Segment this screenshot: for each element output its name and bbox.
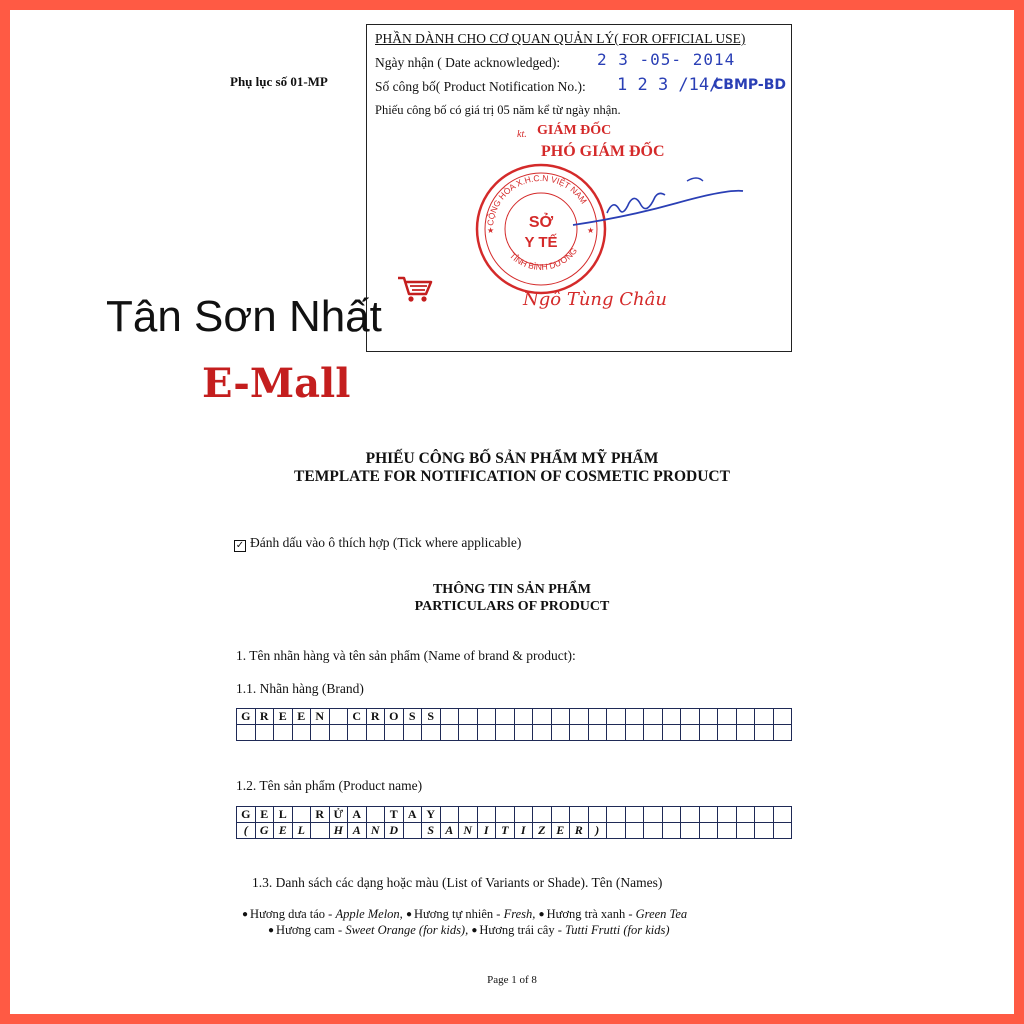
variant-vi: Hương trái cây - xyxy=(479,923,565,937)
grid-cell xyxy=(514,725,533,741)
grid-cell xyxy=(403,823,422,839)
grid-cell xyxy=(681,709,700,725)
grid-cell xyxy=(255,725,274,741)
variant-vi: Hương cam - xyxy=(276,923,346,937)
grid-cell xyxy=(366,725,385,741)
checkbox-icon: ✓ xyxy=(235,540,245,551)
grid-cell xyxy=(736,725,755,741)
grid-cell xyxy=(440,725,459,741)
grid-cell xyxy=(570,807,589,823)
grid-cell xyxy=(773,807,792,823)
grid-cell xyxy=(533,709,552,725)
grid-cell xyxy=(718,807,737,823)
grid-cell xyxy=(699,823,718,839)
grid-cell: G xyxy=(237,807,256,823)
kt-abbrev: kt. xyxy=(517,129,527,140)
grid-cell xyxy=(662,709,681,725)
grid-row xyxy=(237,709,792,725)
grid-cell: R xyxy=(311,807,330,823)
grid-cell: S xyxy=(403,709,422,725)
grid-cell xyxy=(607,709,626,725)
grid-cell: T xyxy=(496,823,515,839)
grid-cell xyxy=(644,823,663,839)
grid-cell xyxy=(570,709,589,725)
grid-cell: S xyxy=(422,823,441,839)
grid-cell xyxy=(274,725,293,741)
grid-cell: G xyxy=(255,823,274,839)
grid-cell: H xyxy=(329,823,348,839)
grid-cell xyxy=(459,709,478,725)
grid-cell xyxy=(496,725,515,741)
grid-cell xyxy=(496,807,515,823)
grid-cell: ( xyxy=(237,823,256,839)
variant-vi: Hương dưa táo - xyxy=(250,907,336,921)
grid-cell xyxy=(459,725,478,741)
notification-number-suffix: CBMP-BD xyxy=(713,77,786,93)
grid-cell xyxy=(699,709,718,725)
grid-cell xyxy=(477,725,496,741)
grid-cell xyxy=(773,823,792,839)
grid-cell xyxy=(699,725,718,741)
grid-cell xyxy=(366,807,385,823)
variant-en: Apple Melon, xyxy=(335,907,403,921)
item-1-3-label: 1.3. Danh sách các dạng hoặc màu (List of Variants or Shade). Tên (Names) xyxy=(252,875,663,890)
grid-cell: A xyxy=(440,823,459,839)
grid-cell xyxy=(533,807,552,823)
grid-cell xyxy=(514,709,533,725)
grid-cell xyxy=(459,807,478,823)
watermark-emall: E-Mall xyxy=(202,360,351,407)
grid-cell: E xyxy=(551,823,570,839)
grid-cell xyxy=(607,823,626,839)
item-1-label: 1. Tên nhãn hàng và tên sản phẩm (Name of brand & product): xyxy=(236,648,576,663)
grid-cell xyxy=(607,807,626,823)
bullet-icon: ● xyxy=(471,925,478,936)
grid-cell: T xyxy=(385,807,404,823)
bullet-icon: ● xyxy=(405,909,412,920)
variant-en: Sweet Orange (for kids), xyxy=(345,923,469,937)
bullet-icon: ● xyxy=(268,925,275,936)
notification-number-value: 1 2 3 /14/ xyxy=(617,75,720,95)
grid-cell xyxy=(625,807,644,823)
variant-en: Tutti Frutti (for kids) xyxy=(564,923,670,937)
grid-cell xyxy=(644,709,663,725)
validity-note: Phiếu công bố có giá trị 05 năm kể từ ngày nhận. xyxy=(375,103,621,117)
grid-cell xyxy=(718,709,737,725)
grid-cell xyxy=(681,725,700,741)
grid-cell xyxy=(496,709,515,725)
grid-cell: A xyxy=(348,807,367,823)
grid-cell: ) xyxy=(588,823,607,839)
signer-name: Ngô Tùng Châu xyxy=(523,289,667,310)
tick-instruction xyxy=(234,535,521,552)
brand-grid xyxy=(236,708,792,741)
variant-item xyxy=(242,907,403,921)
grid-cell xyxy=(681,823,700,839)
deputy-director-title: PHÓ GIÁM ĐỐC xyxy=(541,143,665,160)
form-title-vietnamese: PHIẾU CÔNG BỐ SẢN PHẨM MỸ PHẨM xyxy=(365,450,659,467)
variant-vi: Hương tự nhiên - xyxy=(413,907,504,921)
grid-cell: Z xyxy=(533,823,552,839)
grid-cell: Y xyxy=(422,807,441,823)
section-title-english: PARTICULARS OF PRODUCT xyxy=(414,599,610,614)
grid-row xyxy=(237,807,792,823)
date-acknowledged-label: Ngày nhận ( Date acknowledged): xyxy=(375,55,561,70)
grid-cell xyxy=(736,807,755,823)
grid-cell xyxy=(718,823,737,839)
handwritten-signature xyxy=(567,173,747,233)
grid-cell xyxy=(422,725,441,741)
grid-cell xyxy=(588,807,607,823)
grid-cell: A xyxy=(348,823,367,839)
grid-cell: N xyxy=(459,823,478,839)
grid-cell xyxy=(551,725,570,741)
grid-cell: E xyxy=(255,807,274,823)
grid-cell xyxy=(736,709,755,725)
document-page xyxy=(10,10,1014,1014)
grid-cell: I xyxy=(514,823,533,839)
grid-cell xyxy=(755,823,774,839)
grid-cell xyxy=(551,709,570,725)
grid-cell xyxy=(237,725,256,741)
grid-cell: E xyxy=(292,709,311,725)
grid-cell: L xyxy=(274,807,293,823)
seal-outer-text: CỘNG HÒA X.H.C.N VIỆT NAM xyxy=(485,172,589,227)
section-title-vietnamese: THÔNG TIN SẢN PHẨM xyxy=(432,582,592,597)
grid-cell: E xyxy=(274,823,293,839)
grid-cell: R xyxy=(366,709,385,725)
grid-cell xyxy=(551,807,570,823)
grid-cell xyxy=(329,725,348,741)
grid-cell xyxy=(662,725,681,741)
grid-cell xyxy=(440,709,459,725)
grid-cell xyxy=(773,725,792,741)
item-1-2-label: 1.2. Tên sản phẩm (Product name) xyxy=(236,778,423,793)
grid-cell xyxy=(348,725,367,741)
grid-cell: R xyxy=(570,823,589,839)
variant-en: Fresh, xyxy=(503,907,536,921)
item-1-1-label: 1.1. Nhãn hàng (Brand) xyxy=(236,681,364,696)
grid-cell: A xyxy=(403,807,422,823)
variant-item xyxy=(268,923,468,937)
grid-row xyxy=(237,725,792,741)
annex-label: Phụ lục số 01-MP xyxy=(230,74,328,89)
variant-vi: Hương trà xanh - xyxy=(546,907,636,921)
grid-cell xyxy=(607,725,626,741)
seal-line-2: Y TẾ xyxy=(524,234,558,251)
grid-cell: S xyxy=(422,709,441,725)
variants-line-1 xyxy=(242,907,687,922)
grid-cell xyxy=(477,709,496,725)
svg-text:★: ★ xyxy=(587,226,595,235)
grid-cell: N xyxy=(366,823,385,839)
notification-number-label: Số công bố( Product Notification No.): xyxy=(375,79,586,94)
grid-cell xyxy=(329,709,348,725)
grid-cell xyxy=(662,823,681,839)
bullet-icon: ● xyxy=(242,909,249,920)
grid-row xyxy=(237,823,792,839)
seal-bottom-text: TỈNH BÌNH DƯƠNG xyxy=(507,245,580,272)
grid-cell: I xyxy=(477,823,496,839)
grid-cell xyxy=(514,807,533,823)
seal-line-1: SỞ xyxy=(528,214,554,231)
variant-item xyxy=(471,923,669,937)
grid-cell xyxy=(533,725,552,741)
form-title-english: TEMPLATE FOR NOTIFICATION OF COSMETIC PRODUCT xyxy=(294,468,730,485)
grid-cell xyxy=(773,709,792,725)
variant-item xyxy=(406,907,535,921)
grid-cell xyxy=(588,709,607,725)
grid-cell xyxy=(403,725,422,741)
grid-cell xyxy=(644,725,663,741)
grid-cell xyxy=(588,725,607,741)
grid-cell xyxy=(570,725,589,741)
grid-cell xyxy=(681,807,700,823)
grid-cell: G xyxy=(237,709,256,725)
grid-cell xyxy=(755,709,774,725)
svg-text:★: ★ xyxy=(487,226,495,235)
grid-cell xyxy=(699,807,718,823)
grid-cell xyxy=(718,725,737,741)
date-acknowledged-value: 2 3 -05- 2014 xyxy=(597,50,736,69)
variant-item xyxy=(539,907,688,921)
variants-line-2 xyxy=(268,923,670,938)
grid-cell xyxy=(662,807,681,823)
grid-cell: C xyxy=(348,709,367,725)
grid-cell xyxy=(292,725,311,741)
grid-cell xyxy=(625,709,644,725)
grid-cell xyxy=(477,807,496,823)
grid-cell xyxy=(292,807,311,823)
grid-cell xyxy=(625,725,644,741)
bullet-icon: ● xyxy=(538,909,545,920)
grid-cell xyxy=(755,725,774,741)
page-number: Page 1 of 8 xyxy=(487,974,537,986)
director-title: GIÁM ĐỐC xyxy=(537,123,612,138)
grid-cell xyxy=(736,823,755,839)
grid-cell: E xyxy=(274,709,293,725)
tick-instruction-text: Đánh dấu vào ô thích hợp (Tick where applicable) xyxy=(250,535,522,550)
grid-cell xyxy=(311,823,330,839)
product-name-grid xyxy=(236,806,792,839)
grid-cell xyxy=(440,807,459,823)
grid-cell: R xyxy=(255,709,274,725)
grid-cell xyxy=(625,823,644,839)
grid-cell xyxy=(644,807,663,823)
watermark-store-name: Tân Sơn Nhất xyxy=(106,292,382,341)
grid-cell xyxy=(311,725,330,741)
grid-cell: D xyxy=(385,823,404,839)
variant-en: Green Tea xyxy=(635,907,688,921)
grid-cell: N xyxy=(311,709,330,725)
grid-cell xyxy=(755,807,774,823)
shopping-cart-icon xyxy=(396,272,434,304)
grid-cell xyxy=(385,725,404,741)
grid-cell: Ử xyxy=(329,807,348,823)
grid-cell: O xyxy=(385,709,404,725)
official-use-title: PHẦN DÀNH CHO CƠ QUAN QUẢN LÝ( FOR OFFICIAL USE) xyxy=(375,31,746,46)
grid-cell: L xyxy=(292,823,311,839)
